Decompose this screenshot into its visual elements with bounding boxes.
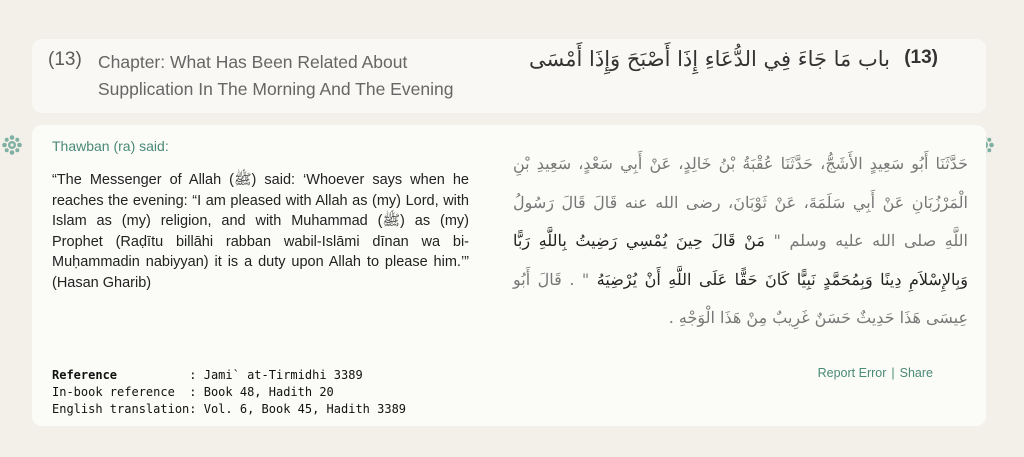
share-link[interactable]: Share [899,366,933,380]
link-separator: | [891,366,895,380]
narrator: Thawban (ra) said: [52,138,169,154]
hadith-english-text: “The Messenger of Allah (ﷺ) said: ‘Whoever says when he reaches the evening: “I am pleased with Allah as (my) Lord, with Islam as (my) religion, and with Muhammad (ﷺ) as (my) Prophet (Raḍītu billāhi rabban wabil-Islāmi dīnan wa bi-Muḥammadin nabiyyan) it is a duty upon Allah to please him.’” (Hasan Gharib) [52,172,469,291]
reference-label: In-book reference [52,385,175,399]
chapter-header [32,39,986,113]
hadith-arabic-text [513,145,968,338]
arabic-matn: مَنْ قَالَ حِينَ يُمْسِي رَضِيتُ بِاللَّهِ رَبًّا وَبِالإِسْلاَمِ دِينًا وَبِمُحَمَّدٍ نَبِيًّا كَانَ حَقًّا عَلَى اللَّهِ أَنْ يُرْضِيَهُ [513,231,969,289]
hadith-card [32,125,986,426]
reference-row [52,401,406,418]
arabic-tail: " . قَالَ أَبُو عِيسَى هَذَا حَدِيثٌ حَسَنٌ غَرِيبٌ مِنْ هَذَا الْوَجْهِ . [513,269,968,327]
action-links [818,366,933,380]
chapter-title-ar: باب مَا جَاءَ فِي الدُّعَاءِ إِذَا أَصْبَحَ وَإِذَا أَمْسَى [529,47,890,71]
reference-value: : Book 48, Hadith 20 [189,385,334,399]
reference-table [52,367,406,418]
arabic-isnad: حَدَّثَنَا أَبُو سَعِيدٍ الأَشَجُّ، حَدَّثَنَا عُقْبَةُ بْنُ خَالِدٍ، عَنْ أَبِي سَعْدٍ، سَعِيدِ بْنِ الْمَرْزُبَانِ عَنْ أَبِي سَلَمَةَ، عَنْ ثَوْبَانَ، رضى الله عنه قَالَ قَالَ رَسُولُ اللَّهِ صلى الله عليه وسلم " [513,154,968,250]
reference-label: English translation [52,402,190,416]
reference-label: Reference [52,368,118,382]
chapter-number-ar: (13) [904,47,938,68]
rosette-ornament-icon [1,134,23,156]
reference-row [52,367,406,384]
reference-value: : Vol. 6, Book 45, Hadith 3389 [189,402,407,416]
report-error-link[interactable]: Report Error [817,366,887,380]
reference-row [52,384,406,401]
chapter-title-en: Chapter: What Has Been Related About Supplication In The Morning And The Evening [98,52,454,99]
chapter-number-en: (13) [48,49,82,70]
reference-value: : Jami` at-Tirmidhi 3389 [189,368,363,382]
